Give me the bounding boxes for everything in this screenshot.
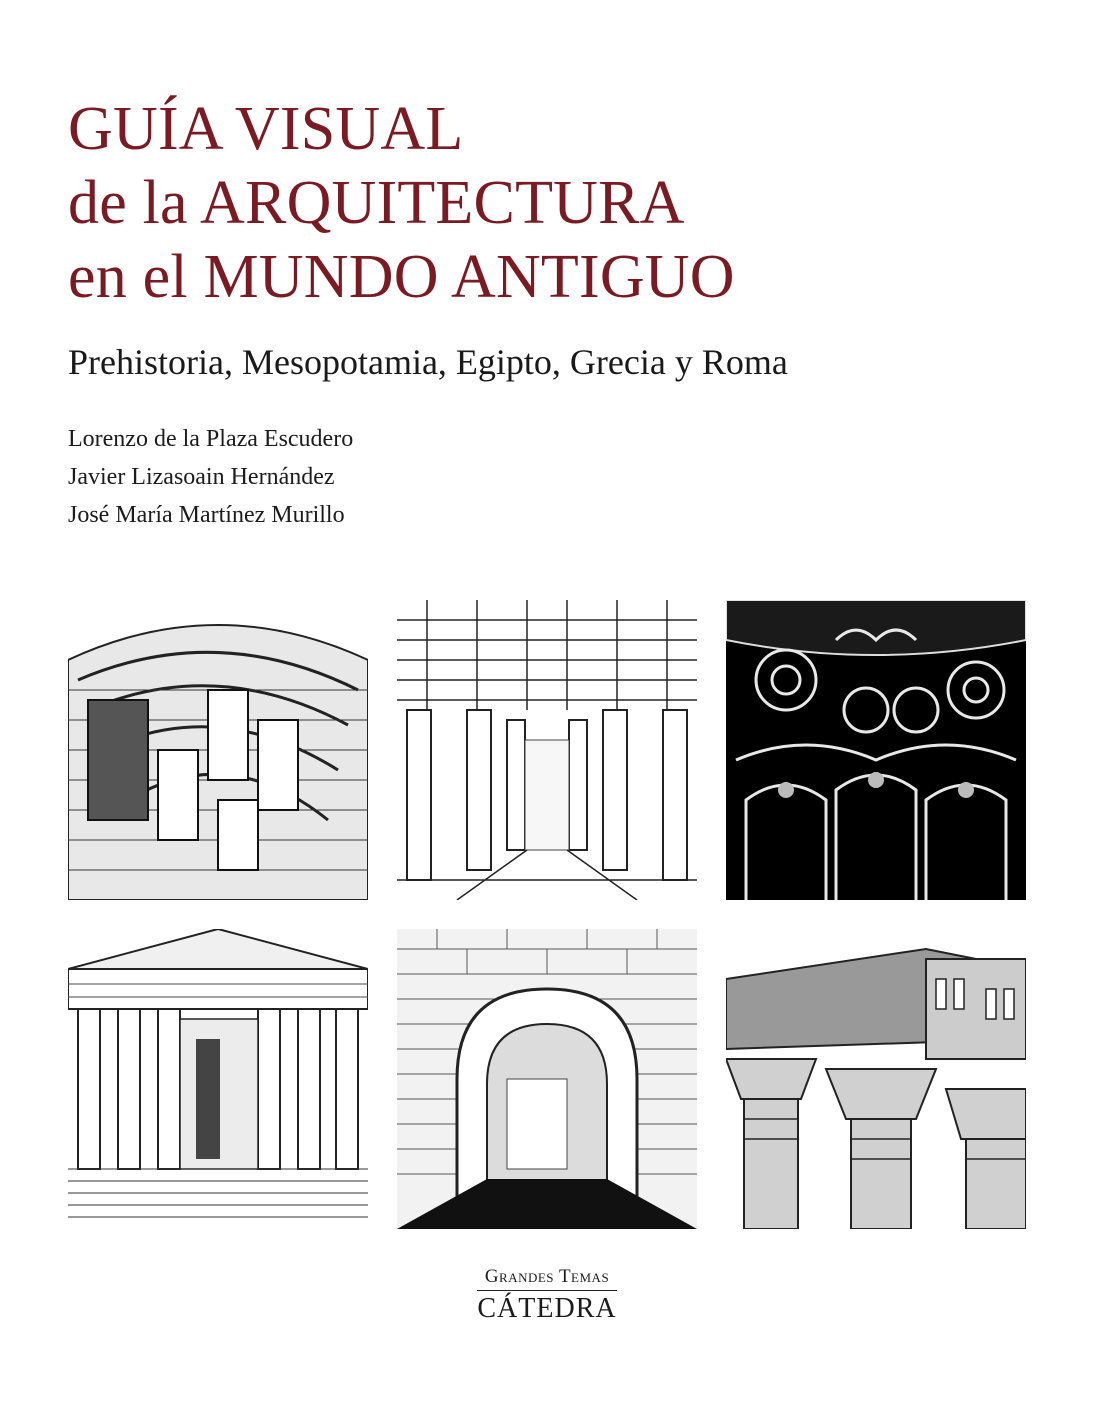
title-line-3: en el MUNDO ANTIGUO [68,243,735,311]
author-name: Javier Lizasoain Hernández [68,464,335,490]
title-line-1: GUÍA VISUAL [68,95,464,163]
publisher-name: CÁTEDRA [477,1293,617,1324]
series-name: Grandes Temas [477,1266,617,1291]
hypostyle-hall-illustration [397,600,697,900]
title-line-2: de la ARQUITECTURA [68,169,685,237]
author-name: José María Martínez Murillo [68,502,345,528]
book-title [68,92,735,314]
author-list [68,420,353,534]
publisher-logo [477,1266,617,1325]
egyptian-columns-illustration [726,929,1026,1229]
author-name: Lorenzo de la Plaza Escudero [68,426,354,452]
corinthian-capital-illustration [726,600,1026,900]
amphitheater-ruins-illustration [68,600,368,900]
stone-arch-gate-illustration [397,929,697,1229]
roman-temple-illustration [68,929,368,1229]
book-subtitle: Prehistoria, Mesopotamia, Egipto, Grecia y Roma [68,342,788,382]
